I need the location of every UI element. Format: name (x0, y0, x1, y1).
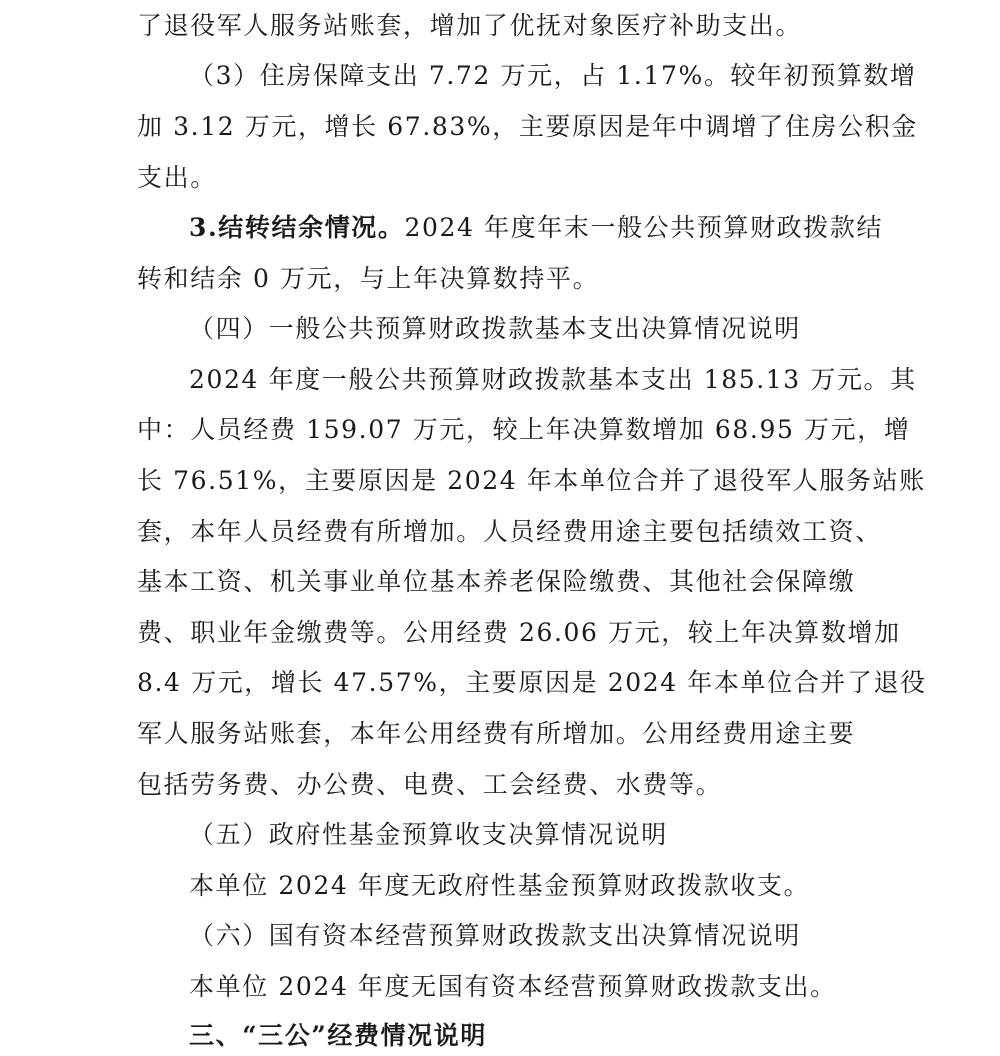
paragraph-line: 套，本年人员经费有所增加。人员经费用途主要包括绩效工资、 (137, 517, 882, 546)
chapter-heading: 三、“三公”经费情况说明 (189, 1021, 487, 1050)
paragraph-line: 长 76.51%，主要原因是 2024 年本单位合并了退役军人服务站账 (137, 466, 926, 495)
paragraph-line: 转和结余 0 万元，与上年决算数持平。 (137, 264, 600, 293)
section-heading: （六）国有资本经营预算财政拨款支出决算情况说明 (189, 921, 801, 950)
paragraph-line: 加 3.12 万元，增长 67.83%，主要原因是年中调增了住房公积金 (137, 112, 918, 141)
section-heading: （五）政府性基金预算收支决算情况说明 (189, 820, 668, 849)
paragraph-text: 2024 年度年末一般公共预算财政拨款结 (404, 213, 884, 242)
paragraph-line: 包括劳务费、办公费、电费、工会经费、水费等。 (137, 770, 723, 799)
paragraph-line: 支出。 (137, 163, 217, 192)
paragraph-line: 了退役军人服务站账套，增加了优抚对象医疗补助支出。 (137, 11, 803, 40)
paragraph-line: （3）住房保障支出 7.72 万元，占 1.17%。较年初预算数增 (189, 61, 917, 90)
paragraph-line (189, 213, 883, 243)
section-heading: （四）一般公共预算财政拨款基本支出决算情况说明 (189, 314, 801, 343)
paragraph-line: 本单位 2024 年度无政府性基金预算财政拨款收支。 (189, 871, 811, 900)
paragraph-line: 基本工资、机关事业单位基本养老保险缴费、其他社会保障缴 (137, 567, 856, 596)
section-heading: 3.结转结余情况。 (189, 213, 405, 242)
paragraph-line: 费、职业年金缴费等。公用经费 26.06 万元，较上年决算数增加 (137, 618, 901, 647)
paragraph-line: 2024 年度一般公共预算财政拨款基本支出 185.13 万元。其 (189, 365, 917, 394)
paragraph-line: 军人服务站账套，本年公用经费有所增加。公用经费用途主要 (137, 719, 856, 748)
paragraph-line: 8.4 万元，增长 47.57%，主要原因是 2024 年本单位合并了退役 (137, 668, 927, 697)
paragraph-line: 中：人员经费 159.07 万元，较上年决算数增加 68.95 万元，增 (137, 415, 911, 444)
paragraph-line: 本单位 2024 年度无国有资本经营预算财政拨款支出。 (189, 972, 837, 1001)
